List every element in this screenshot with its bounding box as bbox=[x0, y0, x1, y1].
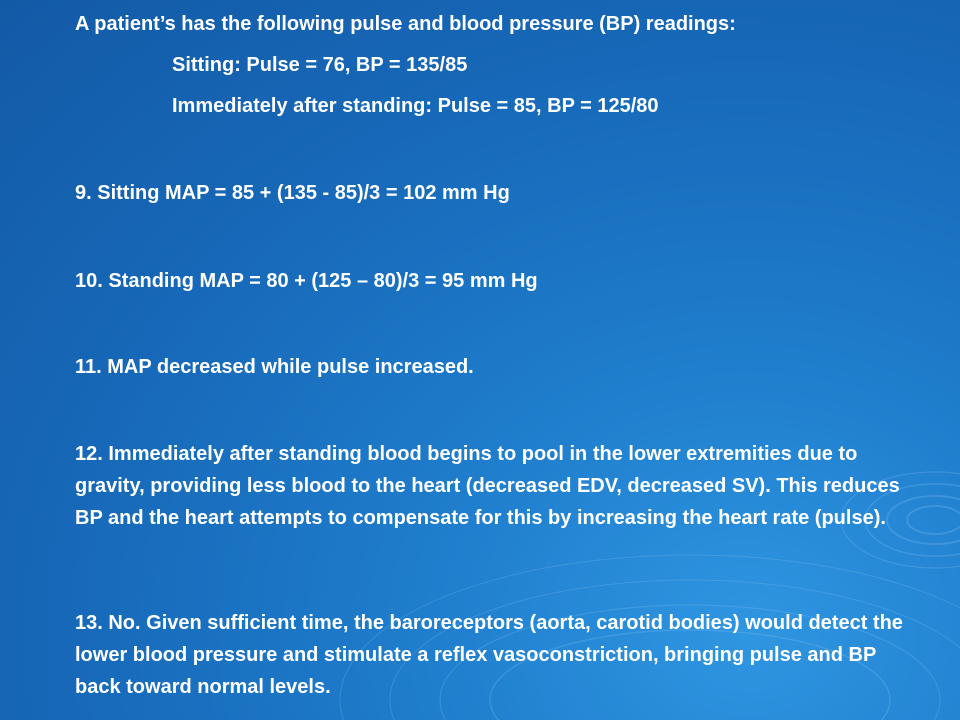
answer-9: 9. Sitting MAP = 85 + (135 - 85)/3 = 102 mm Hg bbox=[75, 182, 510, 204]
intro-text: A patient’s has the following pulse and blood pressure (BP) readings: bbox=[75, 13, 736, 35]
answer-11: 11. MAP decreased while pulse increased. bbox=[75, 356, 474, 378]
answer-12: 12. Immediately after standing blood begins to pool in the lower extremities due to gravity, providing less blood to the heart (decreased EDV, decreased SV). This reduces BP and the heart attempts to compensate for this by increasing the heart rate (pulse). bbox=[75, 443, 900, 529]
sitting-readings: Sitting: Pulse = 76, BP = 135/85 bbox=[172, 54, 468, 76]
answer-10: 10. Standing MAP = 80 + (125 – 80)/3 = 95 mm Hg bbox=[75, 270, 538, 292]
answer-13: 13. No. Given sufficient time, the baroreceptors (aorta, carotid bodies) would detect the lower blood pressure and stimulate a reflex vasoconstriction, bringing pulse and BP back toward normal levels. bbox=[75, 612, 903, 698]
standing-readings: Immediately after standing: Pulse = 85, BP = 125/80 bbox=[172, 95, 659, 117]
